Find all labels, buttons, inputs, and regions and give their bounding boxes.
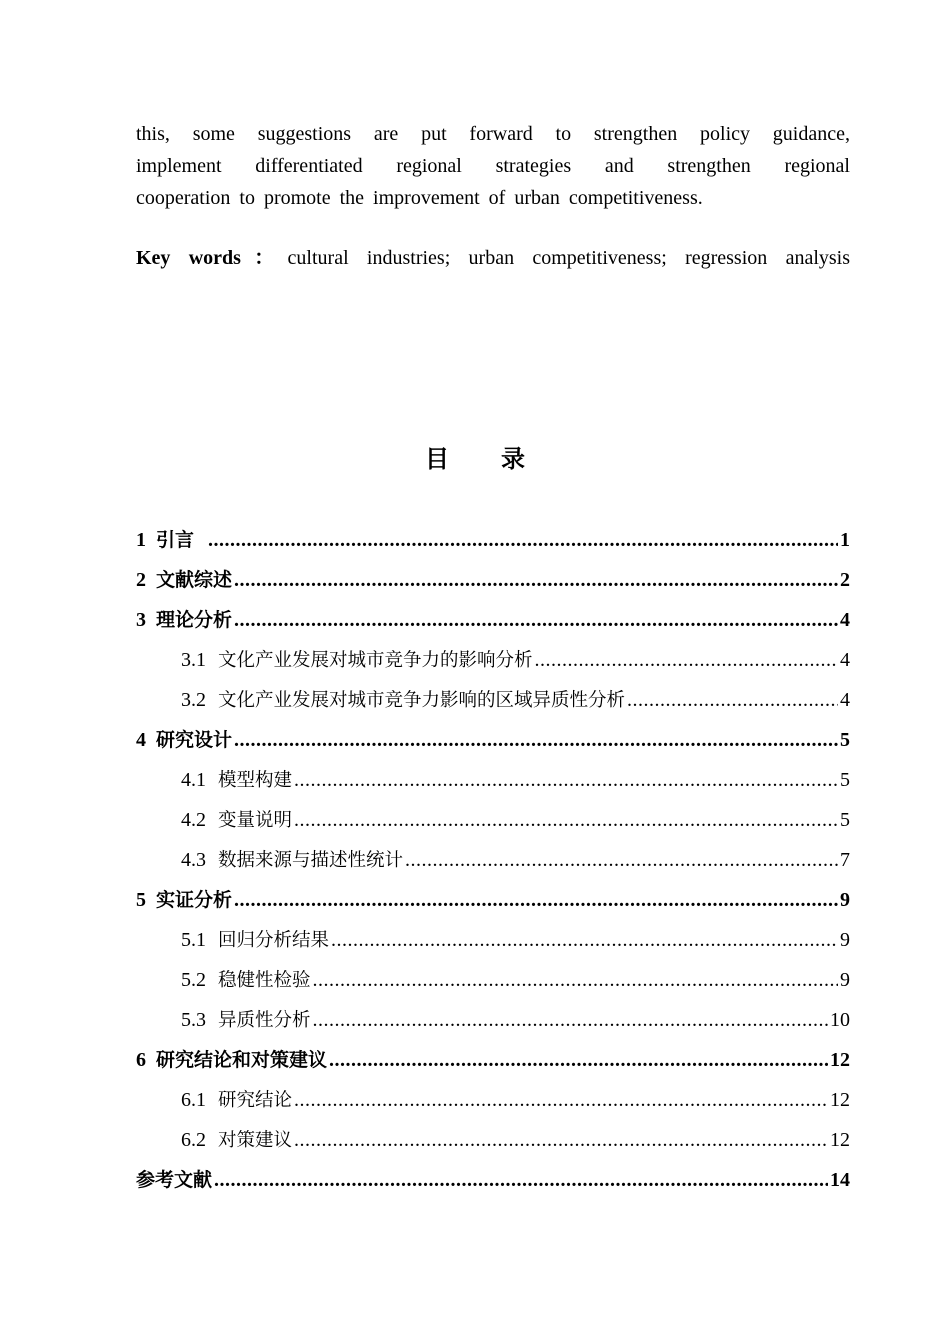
toc-leader-dots	[294, 760, 838, 800]
toc-entry-5-3[interactable]	[136, 1000, 850, 1040]
toc-entry-number: 5.1	[181, 929, 206, 951]
toc-entry-title: 数据来源与描述性统计	[218, 850, 404, 871]
toc-entry-page: 1	[840, 529, 850, 551]
toc-leader-dots	[331, 920, 838, 960]
toc-entry-page: 12	[830, 1049, 850, 1071]
toc-entry-page: 5	[840, 809, 850, 831]
toc-entry-page: 2	[840, 569, 850, 591]
toc-leader-dots	[234, 560, 838, 600]
toc-entry-page: 9	[840, 969, 850, 991]
toc-entry-number: 6.1	[181, 1089, 206, 1111]
table-of-contents	[136, 520, 850, 1200]
toc-leader-dots	[208, 520, 838, 560]
toc-leader-dots	[294, 800, 838, 840]
toc-entry-title: 研究设计	[156, 729, 233, 751]
toc-entry-number: 4.2	[181, 809, 206, 831]
toc-entry-number: 3	[136, 609, 146, 631]
toc-entry-page: 5	[840, 769, 850, 791]
toc-leader-dots	[313, 1000, 828, 1040]
toc-entry-title: 稳健性检验	[218, 970, 311, 991]
toc-leader-dots	[294, 1080, 828, 1120]
toc-entry-title: 实证分析	[156, 889, 233, 911]
toc-entry-6[interactable]	[136, 1040, 850, 1080]
toc-leader-dots	[627, 680, 838, 720]
keywords-label: Key words：	[136, 247, 288, 269]
abstract-paragraph	[136, 118, 850, 214]
toc-entry-page: 4	[840, 609, 850, 631]
toc-leader-dots	[405, 840, 838, 880]
toc-entry-number: 2	[136, 569, 146, 591]
toc-entry-title: 文化产业发展对城市竞争力影响的区域异质性分析	[218, 690, 626, 711]
toc-entry-number: 3.1	[181, 649, 206, 671]
toc-entry-4-3[interactable]	[136, 840, 850, 880]
toc-entry-number: 3.2	[181, 689, 206, 711]
toc-entry-4-2[interactable]	[136, 800, 850, 840]
toc-entry-5-2[interactable]	[136, 960, 850, 1000]
toc-entry-1[interactable]	[136, 520, 850, 560]
abstract-line-2: implement differentiated regional strategies and strengthen regional	[136, 155, 850, 177]
toc-entry-6-1[interactable]	[136, 1080, 850, 1120]
toc-entry-title: 引言	[156, 529, 195, 551]
toc-entry-4-1[interactable]	[136, 760, 850, 800]
toc-entry-page: 10	[830, 1009, 850, 1031]
toc-entry-number: 6	[136, 1049, 146, 1071]
keywords-text: cultural industries; urban competitiveness; regression analysis	[287, 247, 850, 269]
toc-entry-3-1[interactable]	[136, 640, 850, 680]
toc-entry-title: 研究结论	[218, 1090, 293, 1111]
toc-entry-page: 7	[840, 849, 850, 871]
toc-entry-title: 研究结论和对策建议	[156, 1049, 328, 1071]
toc-title-char-1: 目	[425, 445, 449, 473]
toc-entry-page: 5	[840, 729, 850, 751]
toc-leader-dots	[294, 1120, 828, 1160]
abstract-line-1: this, some suggestions are put forward to strengthen policy guidance,	[136, 123, 850, 145]
toc-entry-page: 12	[830, 1089, 850, 1111]
toc-leader-dots	[234, 600, 838, 640]
toc-entry-number: 1	[136, 529, 146, 551]
toc-title	[0, 442, 950, 476]
toc-entry-number: 4.3	[181, 849, 206, 871]
toc-entry-title: 理论分析	[156, 609, 233, 631]
toc-entry-title: 对策建议	[218, 1130, 293, 1151]
toc-entry-3-2[interactable]	[136, 680, 850, 720]
toc-entry-page: 4	[840, 689, 850, 711]
toc-entry-2[interactable]	[136, 560, 850, 600]
toc-entry-number: 6.2	[181, 1129, 206, 1151]
toc-title-char-2: 录	[501, 445, 525, 473]
toc-entry-number: 4	[136, 729, 146, 751]
toc-entry-page: 14	[830, 1169, 850, 1191]
toc-leader-dots	[234, 880, 838, 920]
toc-entry-title: 文化产业发展对城市竞争力的影响分析	[218, 650, 533, 671]
toc-entry-page: 9	[840, 929, 850, 951]
toc-entry-6-2[interactable]	[136, 1120, 850, 1160]
toc-entry-title: 模型构建	[218, 770, 293, 791]
toc-entry-number: 5	[136, 889, 146, 911]
toc-entry-title: 文献综述	[156, 569, 233, 591]
toc-entry-number: 5.2	[181, 969, 206, 991]
toc-entry-title: 变量说明	[218, 810, 293, 831]
toc-entry-title: 异质性分析	[218, 1010, 311, 1031]
keywords-line	[136, 242, 850, 274]
abstract-line-3: cooperation to promote the improvement of urban competitiveness.	[136, 187, 703, 209]
toc-entry-title: 参考文献	[136, 1169, 213, 1191]
toc-entry-number: 4.1	[181, 769, 206, 791]
toc-leader-dots	[234, 720, 838, 760]
toc-leader-dots	[214, 1160, 828, 1200]
toc-entry-references[interactable]	[136, 1160, 850, 1200]
toc-entry-page: 12	[830, 1129, 850, 1151]
toc-entry-number: 5.3	[181, 1009, 206, 1031]
toc-entry-page: 9	[840, 889, 850, 911]
toc-leader-dots	[329, 1040, 828, 1080]
toc-leader-dots	[313, 960, 838, 1000]
toc-entry-5[interactable]	[136, 880, 850, 920]
toc-leader-dots	[535, 640, 838, 680]
toc-entry-page: 4	[840, 649, 850, 671]
toc-entry-4[interactable]	[136, 720, 850, 760]
toc-entry-5-1[interactable]	[136, 920, 850, 960]
toc-entry-title: 回归分析结果	[218, 930, 330, 951]
toc-entry-3[interactable]	[136, 600, 850, 640]
